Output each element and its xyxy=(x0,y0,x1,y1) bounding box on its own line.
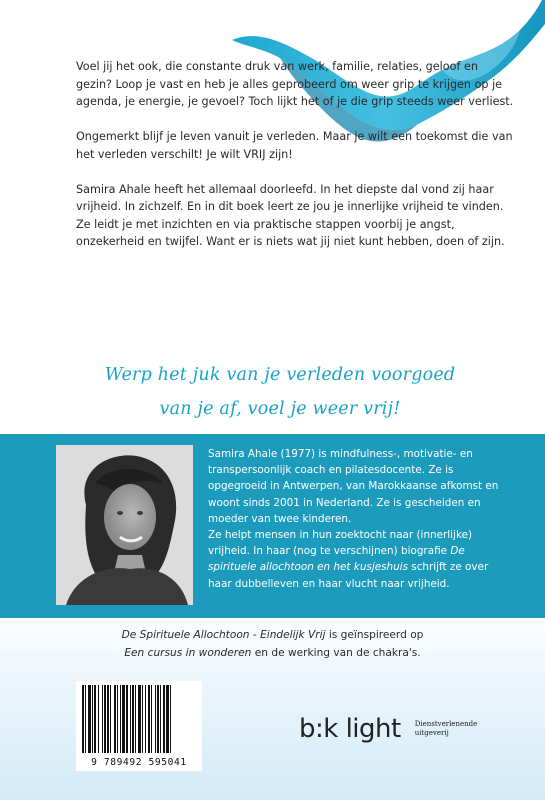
tagline-line: Dienstverlenende xyxy=(414,720,478,728)
inspiration-text: is geïnspireerd op xyxy=(325,629,424,641)
publisher-logo: b:k light xyxy=(299,714,401,744)
bio-text: schrijft ze over haar dubbelleven en haar vlucht naar vrijheid. xyxy=(208,561,489,590)
pull-quote-line: van je af, voel je weer vrij! xyxy=(159,399,401,419)
isbn-barcode xyxy=(76,681,202,771)
pull-quote-line: Werp het juk van je verleden voorgoed xyxy=(104,365,456,385)
author-section xyxy=(0,434,545,618)
back-cover-blurb xyxy=(76,58,516,268)
inspiration-text: en de werking van de chakra's. xyxy=(251,647,421,659)
blurb-paragraph: Voel jij het ook, die constante druk van werk, familie, relaties, geloof en gezin? Loop je vast en heb je alles geprobeerd om weer grip te krijgen op je agenda, je energie, je gevoel? Toch lijkt het of je die grip steeds weer verliest. xyxy=(76,60,514,108)
publisher-tagline xyxy=(415,720,478,738)
bio-text: Ze helpt mensen in hun zoektocht naar (innerlijke) vrijheid. In haar (nog te verschijnen) biografie xyxy=(208,529,473,558)
blurb-paragraph: Samira Ahale heeft het allemaal doorleefd. In het diepste dal vond zij haar vrijheid. In zichzelf. En in dit boek leert ze jou je innerlijke vrijheid te vinden. Ze leidt je met inzichten en via praktische stappen voorbij je angst, onzekerheid en twijfel. Want er is niets wat jij niet kunt hebben, doen of zijn. xyxy=(76,182,505,248)
tagline-line: uitgeverij xyxy=(414,729,449,737)
biography-title: De spirituele allochtoon en het kusjeshuis xyxy=(208,545,465,574)
bio-paragraph: Samira Ahale (1977) is mindfulness-, motivatie- en transpersoonlijk coach en pilatesdocente. Ze is opgegroeid in Antwerpen, van Marokkaanse afkomst en woont sinds 2001 in Nederland. Ze is gescheiden en moeder van twee kinderen. xyxy=(208,448,499,525)
blurb-paragraph: Ongemerkt blijf je leven vanuit je verleden. Maar je wilt een toekomst die van het verleden verschilt! Je wilt VRIJ zijn! xyxy=(76,130,513,161)
bio-paragraph xyxy=(208,527,508,592)
barcode-bars xyxy=(80,685,198,753)
inspiration-line xyxy=(0,644,545,662)
inspiration-line xyxy=(0,626,545,644)
author-photo xyxy=(56,445,193,605)
book-title: De Spirituele Allochtoon - Eindelijk Vrij xyxy=(121,629,326,641)
author-bio xyxy=(208,446,508,592)
isbn-number: 9 789492 595041 xyxy=(91,757,187,768)
inspiration-note xyxy=(0,626,545,662)
publisher-block xyxy=(299,711,477,747)
course-title: Een cursus in wonderen xyxy=(124,647,252,659)
pull-quote xyxy=(40,358,520,426)
